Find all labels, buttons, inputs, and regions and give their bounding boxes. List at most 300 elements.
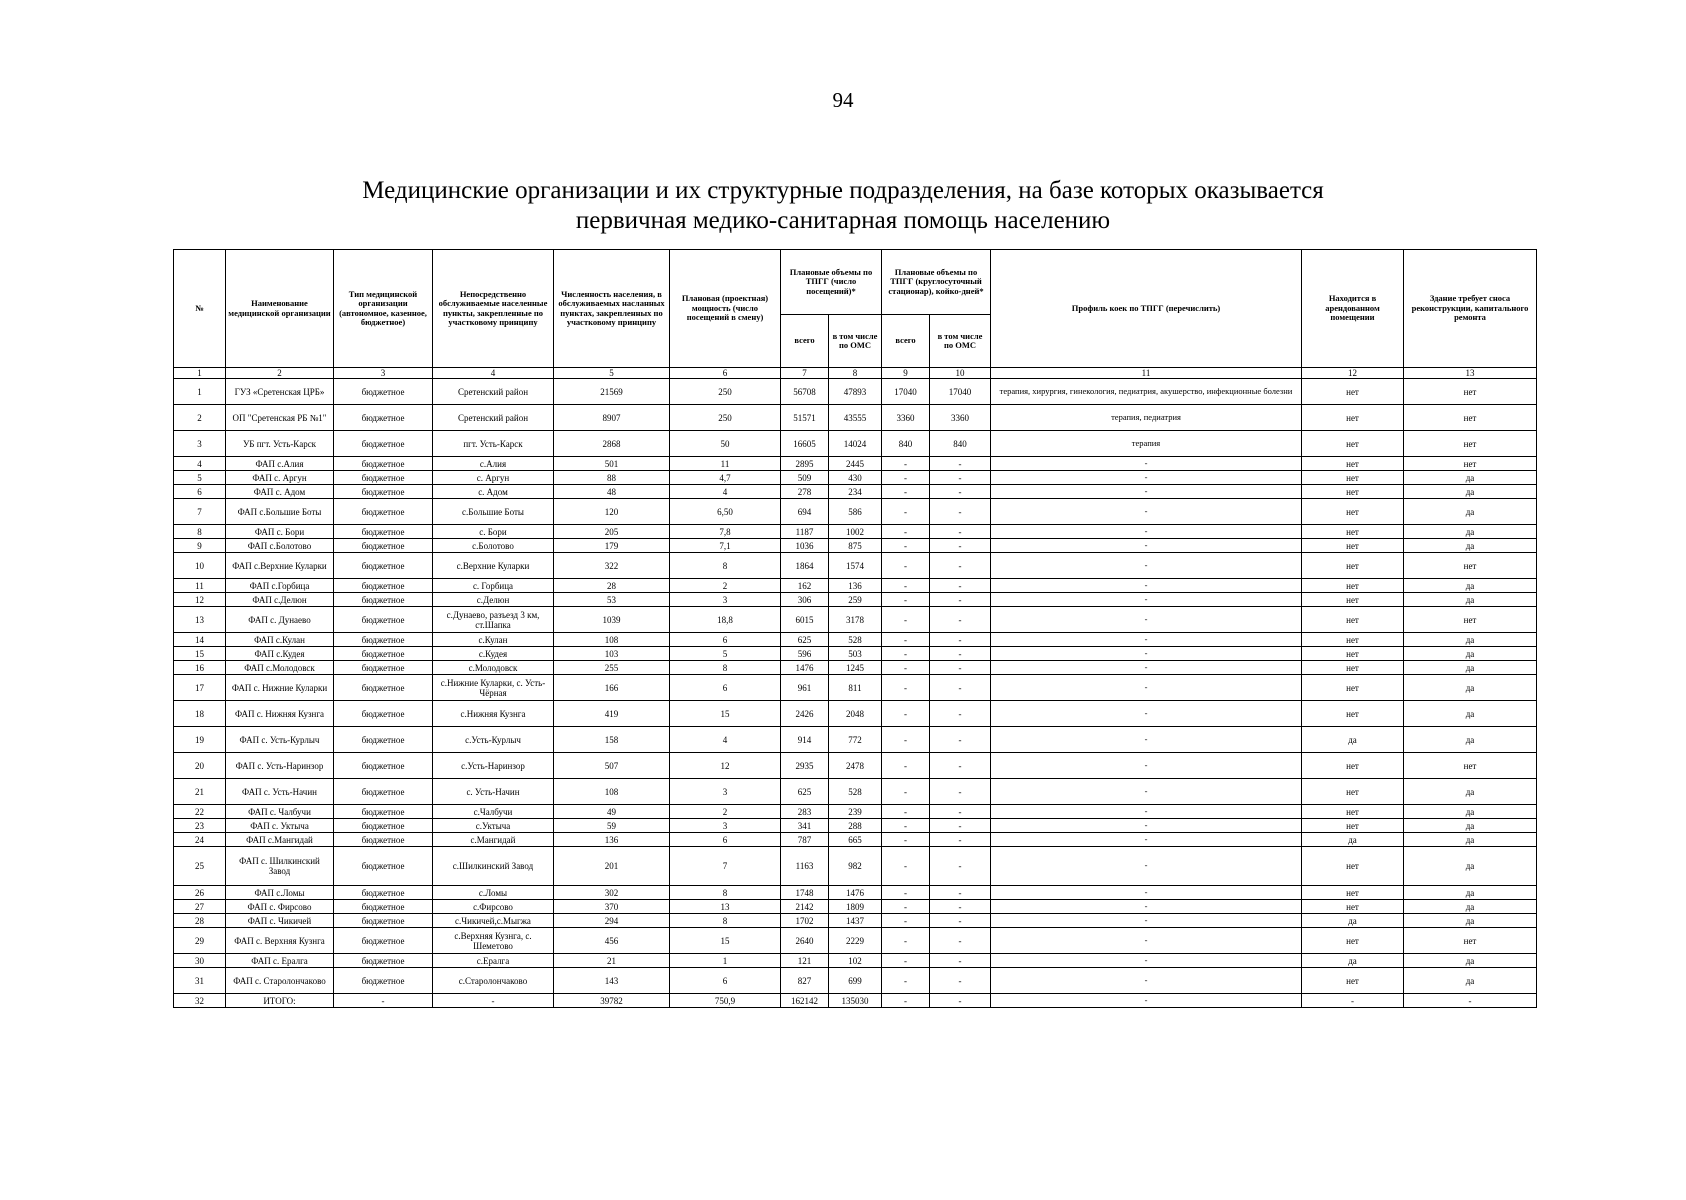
- cell-beds-oms: -: [930, 607, 991, 633]
- cell-profile: -: [991, 886, 1302, 900]
- cell-repair: нет: [1404, 405, 1537, 431]
- cell-no: 4: [174, 457, 226, 471]
- cell-visits-oms: 47893: [829, 379, 882, 405]
- cell-visits-total: 914: [781, 727, 829, 753]
- cell-population: 294: [554, 914, 670, 928]
- cell-no: 18: [174, 701, 226, 727]
- cell-capacity: 8: [670, 553, 781, 579]
- cell-settlements: с.Усть-Курлыч: [433, 727, 554, 753]
- column-number: 6: [670, 368, 781, 379]
- cell-population: 2868: [554, 431, 670, 457]
- cell-visits-total: 1864: [781, 553, 829, 579]
- cell-capacity: 7,1: [670, 539, 781, 553]
- table-row: [174, 727, 1537, 753]
- cell-settlements: с.Шилкинский Завод: [433, 847, 554, 886]
- cell-rented: нет: [1302, 379, 1404, 405]
- cell-type: бюджетное: [334, 525, 433, 539]
- cell-profile: -: [991, 647, 1302, 661]
- cell-visits-oms: 136: [829, 579, 882, 593]
- cell-beds-total: -: [882, 553, 930, 579]
- cell-type: бюджетное: [334, 727, 433, 753]
- cell-beds-oms: -: [930, 779, 991, 805]
- cell-population: 28: [554, 579, 670, 593]
- cell-rented: нет: [1302, 579, 1404, 593]
- cell-name: ФАП с.Верхние Куларки: [226, 553, 334, 579]
- cell-no: 7: [174, 499, 226, 525]
- cell-settlements: -: [433, 994, 554, 1008]
- cell-type: бюджетное: [334, 779, 433, 805]
- column-number: 8: [829, 368, 882, 379]
- cell-visits-oms: 665: [829, 833, 882, 847]
- cell-rented: нет: [1302, 607, 1404, 633]
- cell-settlements: с.Большие Боты: [433, 499, 554, 525]
- cell-visits-oms: 234: [829, 485, 882, 499]
- cell-no: 8: [174, 525, 226, 539]
- table-row: [174, 525, 1537, 539]
- cell-visits-total: 1187: [781, 525, 829, 539]
- cell-beds-total: -: [882, 485, 930, 499]
- cell-capacity: 1: [670, 954, 781, 968]
- cell-no: 6: [174, 485, 226, 499]
- cell-beds-total: -: [882, 847, 930, 886]
- cell-profile: -: [991, 833, 1302, 847]
- cell-no: 32: [174, 994, 226, 1008]
- column-number: 1: [174, 368, 226, 379]
- cell-type: бюджетное: [334, 379, 433, 405]
- cell-type: бюджетное: [334, 753, 433, 779]
- cell-rented: да: [1302, 954, 1404, 968]
- table-row: [174, 954, 1537, 968]
- table-row: [174, 779, 1537, 805]
- cell-capacity: 8: [670, 661, 781, 675]
- cell-beds-total: 840: [882, 431, 930, 457]
- cell-beds-total: -: [882, 727, 930, 753]
- cell-population: 136: [554, 833, 670, 847]
- cell-no: 17: [174, 675, 226, 701]
- cell-visits-total: 625: [781, 779, 829, 805]
- cell-profile: -: [991, 928, 1302, 954]
- cell-beds-total: -: [882, 633, 930, 647]
- cell-visits-oms: 586: [829, 499, 882, 525]
- cell-rented: нет: [1302, 819, 1404, 833]
- cell-beds-oms: -: [930, 819, 991, 833]
- cell-name: ФАП с. Шилкинский Завод: [226, 847, 334, 886]
- cell-name: УБ пгт. Усть-Карск: [226, 431, 334, 457]
- cell-rented: нет: [1302, 471, 1404, 485]
- cell-repair: да: [1404, 675, 1537, 701]
- cell-settlements: с. Усть-Начин: [433, 779, 554, 805]
- cell-rented: да: [1302, 914, 1404, 928]
- cell-visits-oms: 772: [829, 727, 882, 753]
- cell-rented: нет: [1302, 675, 1404, 701]
- cell-visits-oms: 528: [829, 779, 882, 805]
- cell-settlements: с.Кудея: [433, 647, 554, 661]
- cell-no: 27: [174, 900, 226, 914]
- cell-profile: -: [991, 753, 1302, 779]
- cell-population: 501: [554, 457, 670, 471]
- cell-profile: -: [991, 727, 1302, 753]
- cell-repair: да: [1404, 819, 1537, 833]
- cell-settlements: с.Дунаево, разъезд 3 км, ст.Шапка: [433, 607, 554, 633]
- cell-population: 143: [554, 968, 670, 994]
- cell-visits-oms: 1245: [829, 661, 882, 675]
- cell-population: 21569: [554, 379, 670, 405]
- cell-beds-oms: -: [930, 593, 991, 607]
- cell-no: 2: [174, 405, 226, 431]
- cell-visits-total: 625: [781, 633, 829, 647]
- cell-no: 28: [174, 914, 226, 928]
- cell-rented: нет: [1302, 661, 1404, 675]
- cell-settlements: с.Делюн: [433, 593, 554, 607]
- table-row: [174, 994, 1537, 1008]
- column-number: 2: [226, 368, 334, 379]
- cell-beds-oms: -: [930, 968, 991, 994]
- column-number: 4: [433, 368, 554, 379]
- cell-settlements: с.Нижние Куларки, с. Усть-Чёрная: [433, 675, 554, 701]
- cell-rented: нет: [1302, 633, 1404, 647]
- cell-profile: -: [991, 779, 1302, 805]
- cell-beds-oms: -: [930, 994, 991, 1008]
- cell-type: бюджетное: [334, 431, 433, 457]
- table-row: [174, 633, 1537, 647]
- cell-name: ФАП с. Чалбучи: [226, 805, 334, 819]
- cell-no: 31: [174, 968, 226, 994]
- cell-capacity: 6: [670, 833, 781, 847]
- cell-profile: -: [991, 457, 1302, 471]
- cell-rented: нет: [1302, 485, 1404, 499]
- cell-settlements: с.Кулан: [433, 633, 554, 647]
- cell-capacity: 2: [670, 805, 781, 819]
- cell-profile: -: [991, 499, 1302, 525]
- cell-settlements: с.Усть-Наринзор: [433, 753, 554, 779]
- cell-population: 322: [554, 553, 670, 579]
- cell-rented: нет: [1302, 525, 1404, 539]
- cell-beds-oms: -: [930, 753, 991, 779]
- header-rented: Находится в арендованном помещении: [1302, 250, 1404, 368]
- cell-profile: -: [991, 954, 1302, 968]
- cell-beds-oms: -: [930, 471, 991, 485]
- cell-profile: -: [991, 847, 1302, 886]
- cell-settlements: с. Бори: [433, 525, 554, 539]
- cell-settlements: с.Болотово: [433, 539, 554, 553]
- cell-repair: нет: [1404, 379, 1537, 405]
- cell-name: ФАП с. Чикичей: [226, 914, 334, 928]
- cell-profile: терапия: [991, 431, 1302, 457]
- cell-visits-total: 2142: [781, 900, 829, 914]
- cell-capacity: 3: [670, 593, 781, 607]
- cell-population: 201: [554, 847, 670, 886]
- cell-population: 53: [554, 593, 670, 607]
- table-row: [174, 431, 1537, 457]
- table-row: [174, 914, 1537, 928]
- cell-type: бюджетное: [334, 593, 433, 607]
- cell-profile: терапия, педиатрия: [991, 405, 1302, 431]
- cell-name: ФАП с. Старолончаково: [226, 968, 334, 994]
- cell-beds-total: -: [882, 833, 930, 847]
- cell-beds-total: -: [882, 805, 930, 819]
- cell-visits-total: 56708: [781, 379, 829, 405]
- cell-visits-oms: 2445: [829, 457, 882, 471]
- cell-beds-oms: 840: [930, 431, 991, 457]
- cell-repair: да: [1404, 593, 1537, 607]
- cell-type: бюджетное: [334, 647, 433, 661]
- column-number: 3: [334, 368, 433, 379]
- column-number: 13: [1404, 368, 1537, 379]
- cell-visits-total: 51571: [781, 405, 829, 431]
- cell-capacity: 13: [670, 900, 781, 914]
- cell-rented: нет: [1302, 847, 1404, 886]
- cell-profile: -: [991, 819, 1302, 833]
- cell-profile: -: [991, 539, 1302, 553]
- cell-profile: -: [991, 471, 1302, 485]
- cell-visits-total: 278: [781, 485, 829, 499]
- cell-type: бюджетное: [334, 633, 433, 647]
- cell-repair: -: [1404, 994, 1537, 1008]
- cell-profile: -: [991, 914, 1302, 928]
- table-row: [174, 753, 1537, 779]
- cell-no: 21: [174, 779, 226, 805]
- cell-population: 507: [554, 753, 670, 779]
- cell-population: 419: [554, 701, 670, 727]
- cell-type: бюджетное: [334, 661, 433, 675]
- cell-type: бюджетное: [334, 954, 433, 968]
- cell-beds-total: -: [882, 928, 930, 954]
- column-number: 5: [554, 368, 670, 379]
- cell-beds-total: -: [882, 753, 930, 779]
- cell-visits-total: 2935: [781, 753, 829, 779]
- cell-capacity: 7: [670, 847, 781, 886]
- cell-profile: -: [991, 607, 1302, 633]
- cell-capacity: 18,8: [670, 607, 781, 633]
- cell-rented: да: [1302, 727, 1404, 753]
- cell-profile: -: [991, 661, 1302, 675]
- cell-repair: нет: [1404, 607, 1537, 633]
- table-row: [174, 457, 1537, 471]
- cell-name: ФАП с.Кулан: [226, 633, 334, 647]
- cell-beds-total: -: [882, 675, 930, 701]
- cell-name: ФАП с. Усть-Начин: [226, 779, 334, 805]
- cell-beds-total: -: [882, 593, 930, 607]
- title-line-2: первичная медико-санитарная помощь населению: [575, 207, 1111, 234]
- cell-repair: да: [1404, 701, 1537, 727]
- cell-settlements: с. Горбица: [433, 579, 554, 593]
- table-row: [174, 886, 1537, 900]
- cell-repair: да: [1404, 499, 1537, 525]
- cell-name: ФАП с.Ломы: [226, 886, 334, 900]
- cell-visits-oms: 102: [829, 954, 882, 968]
- cell-no: 16: [174, 661, 226, 675]
- cell-capacity: 7,8: [670, 525, 781, 539]
- cell-population: 302: [554, 886, 670, 900]
- cell-settlements: с.Фирсово: [433, 900, 554, 914]
- cell-beds-total: -: [882, 886, 930, 900]
- cell-profile: -: [991, 968, 1302, 994]
- cell-rented: нет: [1302, 886, 1404, 900]
- cell-no: 14: [174, 633, 226, 647]
- cell-visits-total: 2895: [781, 457, 829, 471]
- cell-rented: нет: [1302, 779, 1404, 805]
- cell-no: 5: [174, 471, 226, 485]
- cell-capacity: 3: [670, 779, 781, 805]
- cell-visits-total: 162142: [781, 994, 829, 1008]
- cell-settlements: с.Мангидай: [433, 833, 554, 847]
- cell-settlements: Сретенский район: [433, 405, 554, 431]
- cell-beds-total: -: [882, 499, 930, 525]
- cell-beds-oms: -: [930, 675, 991, 701]
- cell-settlements: с.Уктыча: [433, 819, 554, 833]
- cell-visits-total: 1476: [781, 661, 829, 675]
- cell-beds-oms: -: [930, 579, 991, 593]
- cell-profile: -: [991, 525, 1302, 539]
- cell-no: 1: [174, 379, 226, 405]
- cell-no: 3: [174, 431, 226, 457]
- cell-profile: -: [991, 900, 1302, 914]
- organizations-table-container: [173, 249, 1536, 1008]
- cell-beds-oms: -: [930, 805, 991, 819]
- cell-visits-total: 16605: [781, 431, 829, 457]
- cell-name: ФАП с.Молодовск: [226, 661, 334, 675]
- cell-type: бюджетное: [334, 471, 433, 485]
- cell-beds-oms: -: [930, 847, 991, 886]
- cell-capacity: 6: [670, 633, 781, 647]
- cell-repair: да: [1404, 661, 1537, 675]
- cell-no: 13: [174, 607, 226, 633]
- table-row: [174, 579, 1537, 593]
- cell-beds-total: -: [882, 661, 930, 675]
- cell-capacity: 750,9: [670, 994, 781, 1008]
- cell-visits-total: 1036: [781, 539, 829, 553]
- cell-visits-total: 2640: [781, 928, 829, 954]
- column-number: 12: [1302, 368, 1404, 379]
- title-line-1: Медицинские организации и их структурные подразделения, на базе которых оказывается: [362, 177, 1324, 204]
- cell-no: 22: [174, 805, 226, 819]
- cell-no: 15: [174, 647, 226, 661]
- cell-beds-oms: -: [930, 928, 991, 954]
- cell-beds-oms: -: [930, 954, 991, 968]
- cell-profile: терапия, хирургия, гинекология, педиатрия, акушерство, инфекционные болезни: [991, 379, 1302, 405]
- cell-beds-oms: -: [930, 539, 991, 553]
- cell-visits-oms: 14024: [829, 431, 882, 457]
- cell-capacity: 5: [670, 647, 781, 661]
- cell-name: ФАП с. Аргун: [226, 471, 334, 485]
- cell-repair: да: [1404, 579, 1537, 593]
- cell-type: бюджетное: [334, 485, 433, 499]
- cell-visits-total: 787: [781, 833, 829, 847]
- table-row: [174, 553, 1537, 579]
- cell-profile: -: [991, 485, 1302, 499]
- cell-capacity: 6: [670, 675, 781, 701]
- header-visits-group: Плановые объемы по ТПГГ (число посещений)*: [781, 250, 882, 315]
- cell-beds-total: -: [882, 968, 930, 994]
- cell-no: 24: [174, 833, 226, 847]
- cell-beds-oms: -: [930, 914, 991, 928]
- cell-no: 30: [174, 954, 226, 968]
- cell-population: 103: [554, 647, 670, 661]
- header-beds-group: Плановые объемы по ТПГГ (круглосуточный стационар), койко-дней*: [882, 250, 991, 315]
- cell-settlements: с.Чикичей,с.Мыгжа: [433, 914, 554, 928]
- cell-name: ФАП с. Усть-Наринзор: [226, 753, 334, 779]
- cell-capacity: 4: [670, 727, 781, 753]
- cell-beds-total: -: [882, 579, 930, 593]
- cell-repair: да: [1404, 833, 1537, 847]
- table-row: [174, 805, 1537, 819]
- cell-visits-oms: 1437: [829, 914, 882, 928]
- cell-visits-oms: 503: [829, 647, 882, 661]
- cell-visits-total: 283: [781, 805, 829, 819]
- table-row: [174, 819, 1537, 833]
- table-row: [174, 607, 1537, 633]
- cell-profile: -: [991, 633, 1302, 647]
- table-row: [174, 833, 1537, 847]
- cell-beds-oms: -: [930, 701, 991, 727]
- cell-visits-total: 961: [781, 675, 829, 701]
- cell-type: бюджетное: [334, 405, 433, 431]
- cell-visits-total: 6015: [781, 607, 829, 633]
- table-row: [174, 647, 1537, 661]
- header-population: Численность населения, в обслуживаемых насланных пунктах, закрепленных по участковому принципу: [554, 250, 670, 368]
- cell-name: ОП "Сретенская РБ №1": [226, 405, 334, 431]
- cell-beds-total: 17040: [882, 379, 930, 405]
- cell-visits-oms: 239: [829, 805, 882, 819]
- cell-beds-total: -: [882, 779, 930, 805]
- cell-type: бюджетное: [334, 886, 433, 900]
- cell-rented: нет: [1302, 457, 1404, 471]
- cell-population: 49: [554, 805, 670, 819]
- cell-type: бюджетное: [334, 499, 433, 525]
- cell-type: бюджетное: [334, 701, 433, 727]
- cell-beds-total: -: [882, 457, 930, 471]
- cell-type: бюджетное: [334, 900, 433, 914]
- cell-visits-total: 121: [781, 954, 829, 968]
- cell-population: 205: [554, 525, 670, 539]
- cell-type: бюджетное: [334, 457, 433, 471]
- header-type: Тип медицинской организации (автономное, казенное, бюджетное): [334, 250, 433, 368]
- cell-settlements: с.Верхняя Кузнга, с. Шеметово: [433, 928, 554, 954]
- cell-rented: нет: [1302, 968, 1404, 994]
- cell-name: ФАП с.Горбица: [226, 579, 334, 593]
- cell-name: ФАП с. Дунаево: [226, 607, 334, 633]
- cell-repair: да: [1404, 900, 1537, 914]
- header-repair: Здание требует сноса реконструкции, капитального ремонта: [1404, 250, 1537, 368]
- organizations-table: [173, 249, 1537, 1008]
- cell-type: бюджетное: [334, 607, 433, 633]
- cell-visits-oms: 2229: [829, 928, 882, 954]
- table-row: [174, 928, 1537, 954]
- cell-repair: да: [1404, 525, 1537, 539]
- cell-population: 48: [554, 485, 670, 499]
- table-row: [174, 847, 1537, 886]
- cell-name: ФАП с. Нижняя Кузнга: [226, 701, 334, 727]
- cell-profile: -: [991, 805, 1302, 819]
- cell-settlements: Сретенский район: [433, 379, 554, 405]
- cell-rented: да: [1302, 833, 1404, 847]
- cell-beds-oms: -: [930, 457, 991, 471]
- cell-beds-oms: 3360: [930, 405, 991, 431]
- cell-name: ФАП с. Ералга: [226, 954, 334, 968]
- cell-visits-oms: 430: [829, 471, 882, 485]
- cell-type: бюджетное: [334, 805, 433, 819]
- cell-capacity: 250: [670, 405, 781, 431]
- cell-name: ФАП с. Нижние Куларки: [226, 675, 334, 701]
- cell-name: ФАП с. Фирсово: [226, 900, 334, 914]
- cell-type: бюджетное: [334, 819, 433, 833]
- cell-rented: -: [1302, 994, 1404, 1008]
- cell-no: 26: [174, 886, 226, 900]
- cell-capacity: 2: [670, 579, 781, 593]
- cell-capacity: 6: [670, 968, 781, 994]
- cell-beds-oms: -: [930, 633, 991, 647]
- cell-population: 179: [554, 539, 670, 553]
